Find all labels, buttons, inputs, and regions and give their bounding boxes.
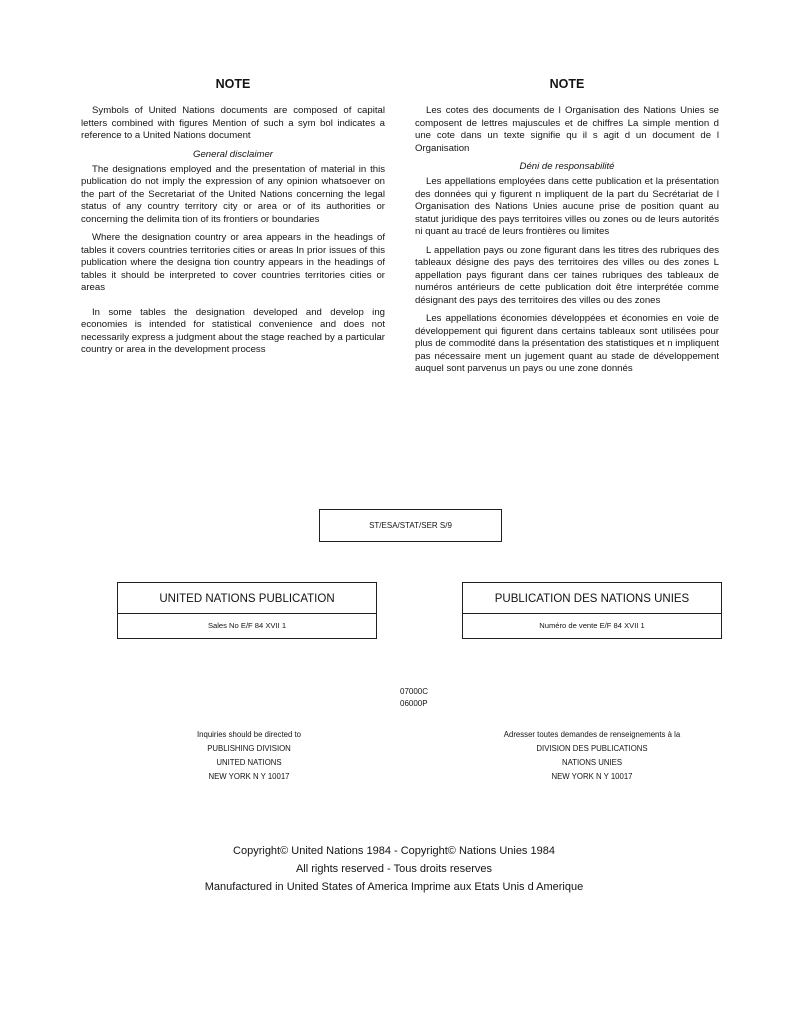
- address-english-line-1: Inquiries should be directed to: [196, 730, 302, 739]
- address-french: [482, 728, 702, 784]
- english-note-column: [81, 77, 385, 363]
- french-disclaimer-paragraph-3: Les appellations économies développées et économies en voie de développement qui figurent dans certains tableaux sont utilisées pour plus de commodité dans la présentation des statistiques et n impliquent pas nécessaire ment un jugement quant au stade de développement auquel sont parvenus un pays ou une zone donnés: [415, 313, 719, 374]
- french-note-title: NOTE: [549, 77, 585, 91]
- publication-box-english: [117, 582, 377, 639]
- english-disclaimer-paragraph-2: Where the designation country or area appears in the headings of tables it covers countries territories cities or areas In prior issues of this publication where the designa tion country appears in the headings of tables it should be interpreted to cover countries territories cities or areas: [81, 232, 385, 293]
- french-disclaimer-heading: Déni de responsabilité: [519, 161, 615, 172]
- print-codes: [400, 686, 428, 710]
- print-code-1: 07000C: [400, 687, 429, 696]
- address-french-line-4: NEW YORK N Y 10017: [551, 772, 633, 781]
- french-intro-paragraph: Les cotes des documents de l Organisation des Nations Unies se composent de lettres majuscules et de chiffres La simple mention d une cote dans un texte signifie qu il s agit d un document de l Organisation: [415, 105, 719, 154]
- english-note-title: NOTE: [215, 77, 251, 91]
- address-english-line-3: UNITED NATIONS: [216, 758, 282, 767]
- address-english-line-4: NEW YORK N Y 10017: [208, 772, 290, 781]
- address-french-line-3: NATIONS UNIES: [561, 758, 623, 767]
- address-english: [139, 728, 359, 784]
- document-symbol-box: [319, 509, 502, 542]
- copyright-block: [0, 842, 788, 896]
- address-french-line-1: Adresser toutes demandes de renseignements à la: [503, 730, 681, 739]
- copyright-line-3: Manufactured in United States of America Imprime aux Etats Unis d Amerique: [204, 881, 584, 893]
- publication-title-english: UNITED NATIONS PUBLICATION: [118, 583, 376, 614]
- document-symbol: ST/ESA/STAT/SER S/9: [369, 521, 452, 530]
- publication-title-french: PUBLICATION DES NATIONS UNIES: [463, 583, 721, 614]
- publication-box-french: [462, 582, 722, 639]
- english-intro-paragraph: Symbols of United Nations documents are composed of capital letters combined with figures Mention of such a sym bol indicates a reference to a United Nations document: [81, 105, 385, 141]
- english-disclaimer-paragraph-1: The designations employed and the presentation of material in this publication do not imply the expression of any opinion whatsoever on the part of the Secretariat of the United Nations concerning the legal status of any country territory city or area or of its authorities or concerning the delimita tion of its frontiers or boundaries: [81, 163, 385, 225]
- french-disclaimer-paragraph-2: L appellation pays ou zone figurant dans les titres des rubriques des tableaux désigne des pays des territoires des villes ou des zones L appellation pays figurant dans cer taines rubriques des tableaux de numéros antérieurs de cette publication doit être interprétée comme désignant des pays des territoires des villes ou des zones: [415, 244, 719, 306]
- french-disclaimer-paragraph-1: Les appellations employées dans cette publication et la présentation des données qui y figurent n impliquent de la part du Secrétariat de l Organisation des Nations Unies aucune prise de position quant au statut juridique des pays territoires villes ou zones ou de leurs autorités ni quant au tracé de leurs frontières ou limites: [415, 176, 719, 237]
- english-disclaimer-paragraph-3: In some tables the designation developed and develop ing economies is intended for statistical convenience and does not necessarily express a judgment about the stage reached by a particular country or area in the development process: [81, 306, 385, 355]
- copyright-line-1: Copyright© United Nations 1984 - Copyright© Nations Unies 1984: [233, 845, 555, 857]
- address-english-line-2: PUBLISHING DIVISION: [207, 744, 291, 753]
- english-disclaimer-heading: General disclaimer: [193, 148, 273, 160]
- print-code-2: 06000P: [400, 699, 428, 708]
- sales-number-english: Sales No E/F 84 XVII 1: [207, 621, 287, 630]
- copyright-line-2: All rights reserved - Tous droits reserves: [295, 863, 493, 875]
- address-french-line-2: DIVISION DES PUBLICATIONS: [536, 744, 648, 753]
- sales-number-french: Numéro de vente E/F 84 XVII 1: [539, 621, 645, 630]
- french-note-column: [415, 77, 719, 382]
